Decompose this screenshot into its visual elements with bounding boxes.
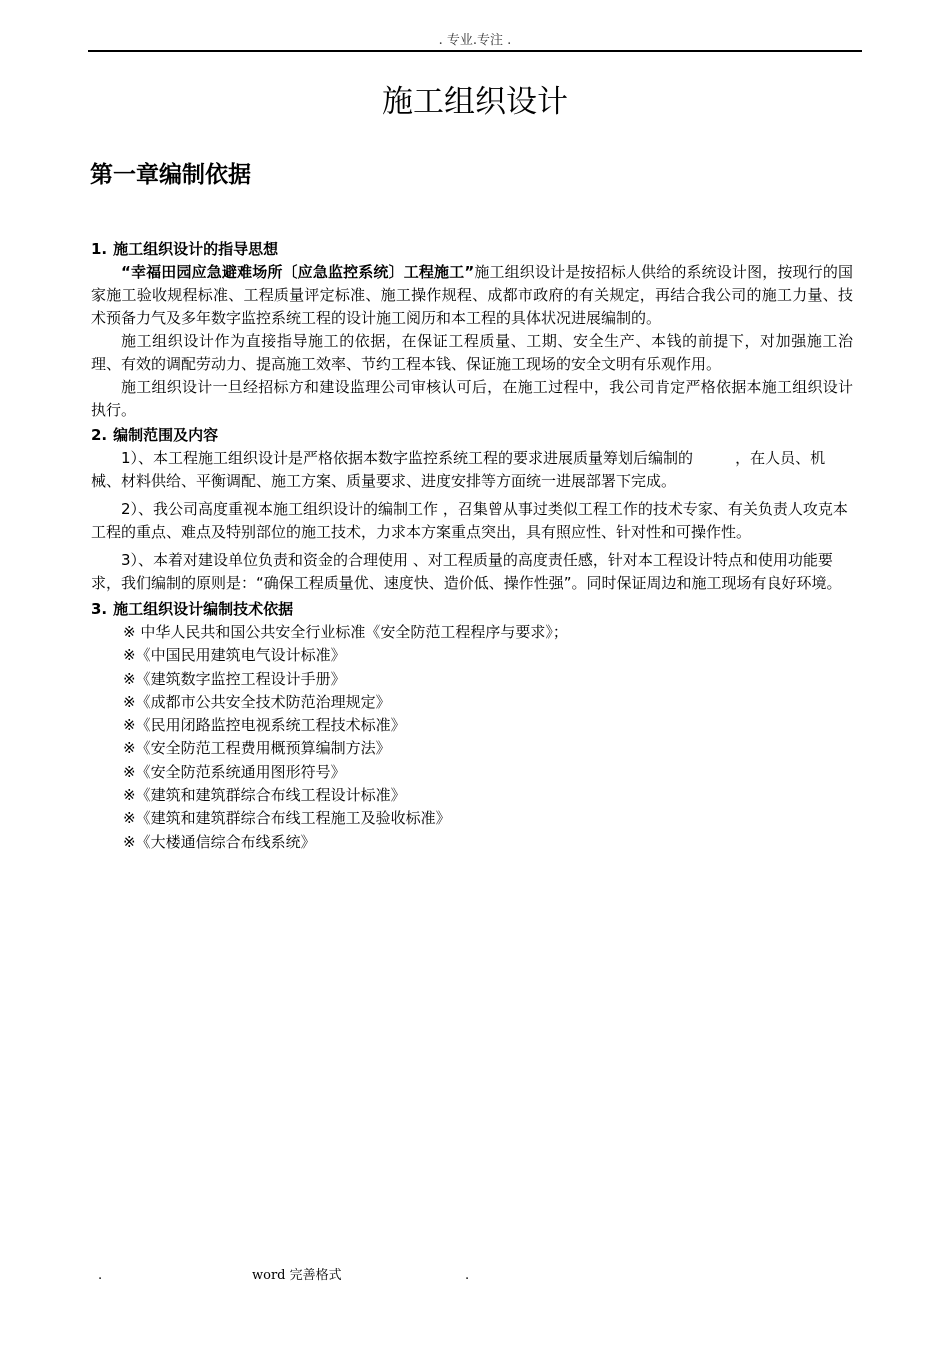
standards-list [91,621,853,854]
item-text: 1）、本工程施工组织设计是严格依据本数字监控系统工程的要求进展质量筹划后编制的 [121,449,694,467]
footer-dot: . [98,1268,103,1283]
section-title: 施工组织设计编制技术依据 [113,600,294,618]
document-body [91,238,853,854]
section-1 [91,238,853,422]
document-title: 施工组织设计 [382,84,568,120]
paragraph: 施工组织设计作为直接指导施工的依据，在保证工程质量、工期、安全生产、本钱的前提下，对加强施工治理、有效的调配劳动力、提高施工效率、节约工程本钱、保证施工现场的安全文明有乐观作用。 [91,332,853,373]
section-heading [91,598,853,621]
item-text: ，在人员、机械、材料供给、平衡调配、施工方案、质量要求、进度安排等方面统一进展部署下完成。 [91,449,826,490]
section-number: 2. [91,426,108,444]
paragraph-text: 施工组织设计是按招标人供给的系统设计图，按现行的国家施工验收规程标准、工程质量评定标准、施工操作规程、成都市政府的有关规定，再结合我公司的施工力量、技术预备力气及多年数字监控系统工程的设计施工阅历和本工程的具体状况进展编制的。 [91,263,853,327]
section-3 [91,598,853,854]
paragraph [91,261,853,330]
paragraph: 施工组织设计一旦经招标方和建设监理公司审核认可后，在施工过程中，我公司肯定严格依据本施工组织设计执行。 [91,378,853,419]
section-heading [91,238,853,261]
section-title: 编制范围及内容 [113,426,219,444]
footer-text: word 完善格式 [252,1268,342,1283]
standard-item: ※《中国民用建筑电气设计标准》 [123,646,346,665]
footer-dot: . [465,1268,470,1283]
standard-item: ※《成都市公共安全技术防范治理规定》 [123,692,391,711]
header-text: . 专业.专注 . [438,33,512,48]
list-item: 2）、我公司高度重视本施工组织设计的编制工作 ，召集曾从事过类似工程工作的技术专家、有关负责人攻克本工程的重点、难点及特别部位的施工技术，力求本方案重点突出，具有照应性、针对性和可操作性。 [91,500,848,541]
section-heading [91,424,853,447]
standard-item: ※《建筑数字监控工程设计手册》 [123,669,346,688]
standard-item: ※《建筑和建筑群综合布线工程设计标准》 [123,786,406,805]
standard-item: ※《安全防范工程费用概预算编制方法》 [123,739,391,758]
project-name: “幸福田园应急避难场所〔应急监控系统〕工程施工” [121,263,475,281]
list-item [91,447,853,493]
section-number: 1. [91,240,108,258]
standard-item: ※《安全防范系统通用图形符号》 [123,762,346,781]
page-footer [0,1266,950,1286]
section-title: 施工组织设计的指导思想 [113,240,279,258]
standard-item: ※《大楼通信综合布线系统》 [123,832,316,851]
list-item: 3）、本着对建设单位负责和资金的合理使用 、对工程质量的高度责任感，针对本工程设计特点和使用功能要求，我们编制的原则是：“确保工程质量优、速度快、造价低、操作性强”。同时保证周边和施工现场有良好环境。 [91,551,842,592]
page-header [88,32,862,52]
standard-item: ※《建筑和建筑群综合布线工程施工及验收标准》 [123,809,451,828]
standard-item: ※《民用闭路监控电视系统工程技术标准》 [123,716,406,735]
section-2 [91,424,853,595]
standard-item: ※ 中华人民共和国公共安全行业标准《安全防范工程程序与要求》； [123,623,568,641]
chapter-title: 第一章编制依据 [90,162,251,188]
section-number: 3. [91,600,108,618]
